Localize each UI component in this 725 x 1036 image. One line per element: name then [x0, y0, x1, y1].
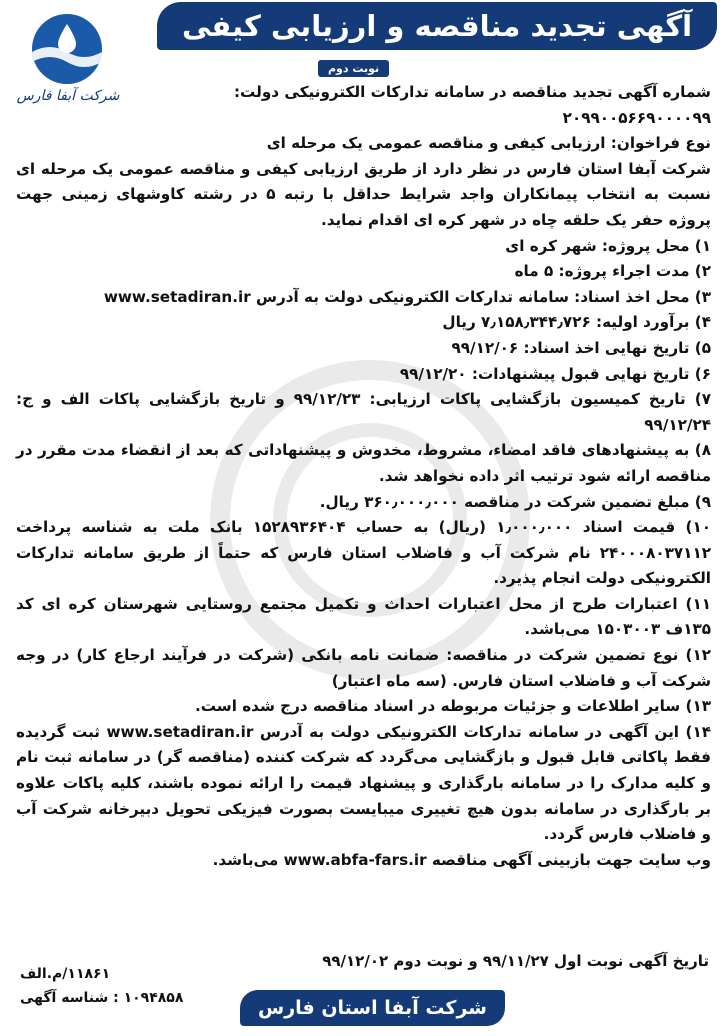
list-item: ۴) برآورد اولیه: ۷٫۱۵۸٫۳۴۴٫۷۲۶ ریال — [442, 313, 711, 332]
list-item: ۲) مدت اجراء پروژه: ۵ ماه — [514, 262, 711, 281]
call-type: نوع فراخوان: ارزیابی کیفی و مناقصه عمومی یک مرحله ای — [266, 134, 711, 153]
list-item: ۱) محل پروژه: شهر کره ای — [505, 236, 711, 255]
notice-id: ۱۰۹۴۸۵۸ : شناسه آگهی — [20, 990, 184, 1006]
title-banner — [157, 2, 717, 50]
company-name: شرکت آبفا استان فارس — [257, 997, 487, 1019]
water-drop-icon — [32, 14, 102, 84]
reference-code: ۱۱۸۶۱/م.الف — [20, 966, 111, 982]
list-item: ۱۱) اعتبارات طرح از محل اعتبارات احداث و تکمیل مجتمع روستایی شهرستان کره ای کد ۱۳۵ف ۱۵۰۳۰۰۳ می‌باشد. — [16, 594, 711, 639]
notice-body — [16, 80, 711, 873]
list-item: ۷) تاریخ کمیسیون بازگشایی پاکات ارزیابی: ۹۹/۱۲/۲۳ و تاریخ بازگشایی پاکات الف و ج: ۹۹/۱۲/۲۴ — [16, 390, 711, 434]
intro-paragraph: شرکت آبفا استان فارس در نظر دارد از طریق ارزیابی کیفی و مناقصه عمومی یک مرحله ای نسبت به انتخاب پیمانکاران واجد شرایط حداقل با رتبه ۵ در رشته کاوشهای زمینی جهت پروژه حفر یک حلقه چاه در شهر کره ای اقدام نماید. — [16, 159, 711, 229]
notice-dates: تاریخ آگهی نوبت اول ۹۹/۱۱/۲۷ و نوبت دوم ۹۹/۱۲/۰۲ — [322, 952, 709, 970]
page-title: آگهی تجدید مناقصه و ارزیابی کیفی — [181, 9, 693, 43]
footer-ids — [20, 962, 183, 1010]
logo-text: شرکت آبفا فارس — [16, 88, 120, 104]
website-line: وب سایت جهت بازبینی آگهی مناقصه www.abfa-fars.ir می‌باشد. — [212, 850, 711, 869]
company-banner — [240, 990, 505, 1026]
list-item: ۱۳) سایر اطلاعات و جزئیات مربوطه در اسناد مناقصه درج شده است. — [194, 697, 711, 716]
list-item: ۱۰) قیمت اسناد ۱٫۰۰۰٫۰۰۰ (ریال) به حساب ۱۵۲۸۹۳۶۴۰۴ بانک ملت به شناسه پرداخت ۲۴۰۰۰۸۰۳۷۱۱۲ نام شرکت آب و فاضلاب استان فارس که حتماً از طریق سامانه تدارکات الکترونیکی دولت انجام پذیرد. — [16, 518, 712, 588]
round-badge: نوبت دوم — [318, 60, 389, 77]
list-item: ۸) به پیشنهادهای فاقد امضاء، مشروط، مخدوش و پیشنهاداتی که بعد از انقضاء مدت مقرر در مناقصه ارائه شود ترتیب اثر داده نخواهد شد. — [16, 441, 711, 485]
tender-number: ۲۰۹۹۰۰۵۶۶۹۰۰۰۰۹۹ — [562, 108, 711, 127]
list-item: ۹) مبلغ تضمین شرکت در مناقصه ۳۶۰٫۰۰۰٫۰۰۰ ریال. — [319, 492, 711, 511]
list-item: ۶) تاریخ نهایی قبول پیشنهادات: ۹۹/۱۲/۲۰ — [399, 364, 711, 383]
list-item: ۵) تاریخ نهایی اخذ اسناد: ۹۹/۱۲/۰۶ — [451, 338, 711, 357]
tender-number-label: شماره آگهی تجدید مناقصه در سامانه تدارکات الکترونیکی دولت: — [233, 83, 711, 101]
list-item: ۳) محل اخذ اسناد: سامانه تدارکات الکترونیکی دولت به آدرس www.setadiran.ir — [103, 287, 711, 306]
list-item: ۱۲) نوع تضمین شرکت در مناقصه: ضمانت نامه بانکی (شرکت در فرآیند ارجاع کار) در وجه شرکت آب و فاضلاب استان فارس. (سه ماه اعتبار) — [16, 646, 711, 690]
list-item: ۱۴) این آگهی در سامانه تدارکات الکترونیکی دولت به آدرس www.setadiran.ir ثبت گردیده فقط پاکاتی قابل قبول و بازگشایی می‌گردد که شرکت کننده (مناقصه گر) در سامانه ثبت نام و کلیه مدارک را در سامانه بارگذاری و پیشنهاد قیمت را ارائه نموده باشند، کلیه پاکات علاوه بر بارگذاری در سامانه بدون هیچ تغییری میبایست بصورت فیزیکی تحویل دبیرخانه شرکت آب و فاضلاب فارس گردد. — [16, 722, 711, 844]
